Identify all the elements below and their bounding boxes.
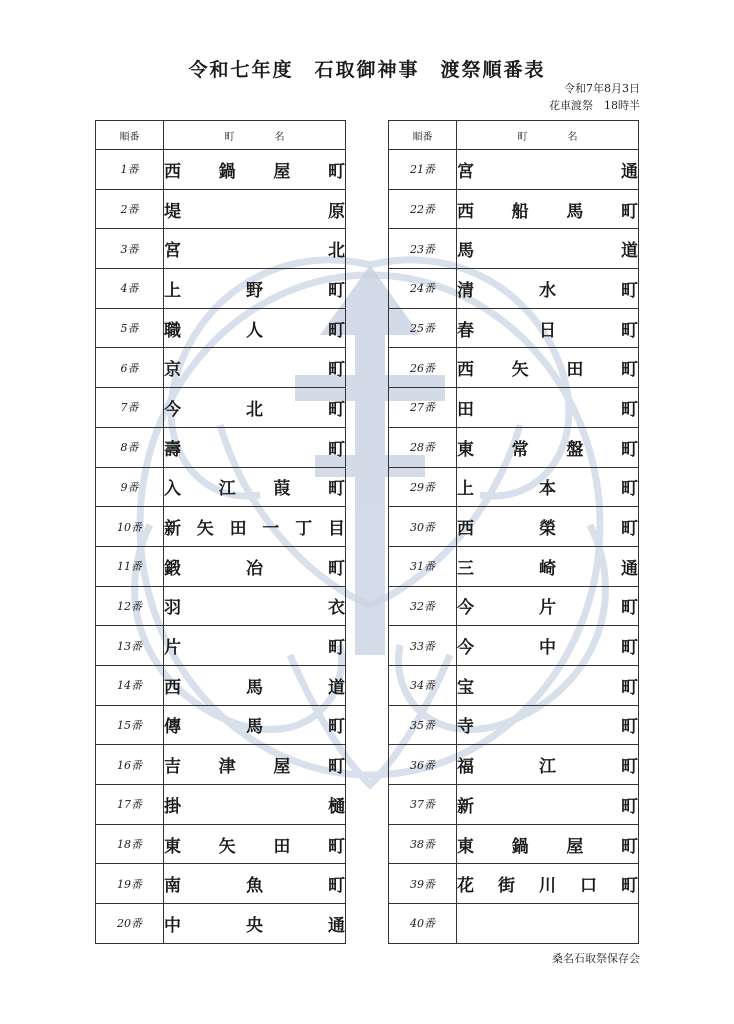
order-number: 22番 [389,189,457,229]
table-row [389,785,639,825]
order-number: 10番 [96,507,164,547]
town-name-chars: 職 人 町 [164,320,345,341]
town-name [164,904,346,944]
town-name [457,904,639,944]
town-name-chars: 今 北 町 [164,399,345,420]
town-name-chars: 新 町 [457,796,638,817]
table-row [96,864,346,904]
table-row [389,308,639,348]
town-name [457,150,639,190]
page-title: 令和七年度 石取御神事 渡祭順番表 [188,59,546,81]
table-row [389,705,639,745]
table-row [389,150,639,190]
order-number: 28番 [389,427,457,467]
event-label: 花車渡祭 18時半 [549,99,640,112]
table-header-row [389,121,639,150]
table-row [96,705,346,745]
town-name [164,467,346,507]
table-row [389,388,639,428]
town-name [164,229,346,269]
town-name [457,348,639,388]
order-number: 2番 [96,189,164,229]
order-number: 26番 [389,348,457,388]
header-number: 順番 [96,121,164,150]
town-name-chars: 東 鍋 屋 町 [457,836,638,857]
town-name [457,586,639,626]
table-row [96,467,346,507]
order-number: 31番 [389,546,457,586]
town-name-chars: 堤 原 [164,201,345,222]
table-row [96,388,346,428]
town-name [457,467,639,507]
order-number: 23番 [389,229,457,269]
order-number: 34番 [389,665,457,705]
order-number: 13番 [96,626,164,666]
town-name [164,824,346,864]
order-number: 35番 [389,705,457,745]
order-number: 14番 [96,665,164,705]
town-name [457,745,639,785]
order-number: 1番 [96,150,164,190]
table-row [389,189,639,229]
order-number: 25番 [389,308,457,348]
town-name [164,864,346,904]
header-town-char: 町 [517,131,528,143]
town-name-chars: 東 常 盤 町 [457,439,638,460]
table-row [96,150,346,190]
town-name [164,507,346,547]
table-row [389,745,639,785]
town-name-chars: 掛 樋 [164,796,345,817]
town-name [457,546,639,586]
town-name-chars: 西 矢 田 町 [457,360,638,381]
order-number: 6番 [96,348,164,388]
town-name-chars: 上 野 町 [164,280,345,301]
town-name-chars: 宮 北 [164,241,345,262]
table-row [389,626,639,666]
table-row [389,864,639,904]
order-number: 3番 [96,229,164,269]
table-row [96,824,346,864]
town-name [457,705,639,745]
table-row [96,665,346,705]
order-number: 40番 [389,904,457,944]
table-row [389,229,639,269]
town-name-chars: 東 矢 田 町 [164,836,345,857]
town-name-chars: 三 崎 通 [457,558,638,579]
town-name [164,269,346,309]
town-name [457,308,639,348]
town-name [457,229,639,269]
header-town-char: 名 [274,131,285,143]
town-name-chars: 片 町 [164,638,345,659]
organizer-label: 桑名石取祭保存会 [552,952,640,965]
town-name [164,427,346,467]
town-name [457,507,639,547]
town-name-chars: 馬 道 [457,241,638,262]
town-name [164,665,346,705]
town-name-chars: 傳 馬 町 [164,717,345,738]
order-number: 38番 [389,824,457,864]
roster-table-left [95,120,346,944]
table-row [389,904,639,944]
town-name-chars: 入 江 葭 町 [164,479,345,500]
town-name [164,785,346,825]
town-name-chars: 今 中 町 [457,638,638,659]
table-row [96,745,346,785]
town-name-chars: 上 本 町 [457,479,638,500]
table-row [96,507,346,547]
table-row [96,785,346,825]
town-name-chars: 西 榮 町 [457,519,638,540]
town-name-chars: 新 矢 田 一 丁 目 [164,519,345,540]
table-row [389,427,639,467]
table-row [389,348,639,388]
town-name-chars: 南 魚 町 [164,876,345,897]
town-name [457,824,639,864]
table-row [389,269,639,309]
town-name [164,189,346,229]
table-row [96,308,346,348]
town-name-chars: 宮 通 [457,161,638,182]
town-name [164,745,346,785]
table-row [389,546,639,586]
town-name-chars: 中 央 通 [164,915,345,936]
order-number: 9番 [96,467,164,507]
town-name [457,626,639,666]
header-town-char: 名 [567,131,578,143]
table-row [96,626,346,666]
order-number: 32番 [389,586,457,626]
town-name-chars: 京 町 [164,360,345,381]
table-row [96,269,346,309]
town-name [164,586,346,626]
table-row [389,586,639,626]
order-number: 21番 [389,150,457,190]
order-number: 33番 [389,626,457,666]
order-number: 37番 [389,785,457,825]
table-row [96,904,346,944]
order-number: 27番 [389,388,457,428]
table-row [96,348,346,388]
town-name [164,150,346,190]
town-name-chars: 清 水 町 [457,280,638,301]
town-name-chars: 鍛 冶 町 [164,558,345,579]
town-name [457,427,639,467]
order-number: 16番 [96,745,164,785]
town-name-chars: 壽 町 [164,439,345,460]
order-number: 29番 [389,467,457,507]
roster-body-right [389,150,639,944]
order-number: 18番 [96,824,164,864]
order-number: 11番 [96,546,164,586]
order-number: 8番 [96,427,164,467]
town-name-chars: 福 江 町 [457,757,638,778]
order-number: 39番 [389,864,457,904]
table-row [389,665,639,705]
table-row [96,546,346,586]
order-number: 30番 [389,507,457,547]
order-number: 5番 [96,308,164,348]
town-name-chars: 今 片 町 [457,598,638,619]
town-name-chars: 田 町 [457,399,638,420]
town-name [457,665,639,705]
town-name-chars: 西 馬 道 [164,677,345,698]
order-number: 12番 [96,586,164,626]
town-name-chars: 春 日 町 [457,320,638,341]
town-name-chars: 羽 衣 [164,598,345,619]
table-row [389,824,639,864]
order-number: 17番 [96,785,164,825]
town-name-chars: 宝 町 [457,677,638,698]
order-number: 4番 [96,269,164,309]
town-name [457,189,639,229]
town-name-chars: 西 鍋 屋 町 [164,161,345,182]
table-row [96,229,346,269]
town-name [457,269,639,309]
order-number: 7番 [96,388,164,428]
table-row [389,507,639,547]
order-number: 24番 [389,269,457,309]
table-row [96,189,346,229]
table-row [389,467,639,507]
town-name [164,546,346,586]
table-row [96,427,346,467]
order-number: 20番 [96,904,164,944]
roster-table-right [388,120,639,944]
town-name-chars: 花 街 川 口 町 [457,876,638,897]
header-town [164,121,346,150]
town-name [164,626,346,666]
town-name [457,864,639,904]
town-name [164,705,346,745]
town-name-chars: 寺 町 [457,717,638,738]
header-town [457,121,639,150]
town-name [164,348,346,388]
town-name [457,785,639,825]
date-label: 令和7年8月3日 [564,82,640,95]
header-number: 順番 [389,121,457,150]
town-name-chars: 西 船 馬 町 [457,201,638,222]
order-number: 36番 [389,745,457,785]
town-name [164,388,346,428]
order-number: 15番 [96,705,164,745]
roster-body-left [96,150,346,944]
town-name-chars: 吉 津 屋 町 [164,757,345,778]
table-header-row [96,121,346,150]
header-town-char: 町 [224,131,235,143]
table-row [96,586,346,626]
town-name [457,388,639,428]
order-number: 19番 [96,864,164,904]
town-name [164,308,346,348]
